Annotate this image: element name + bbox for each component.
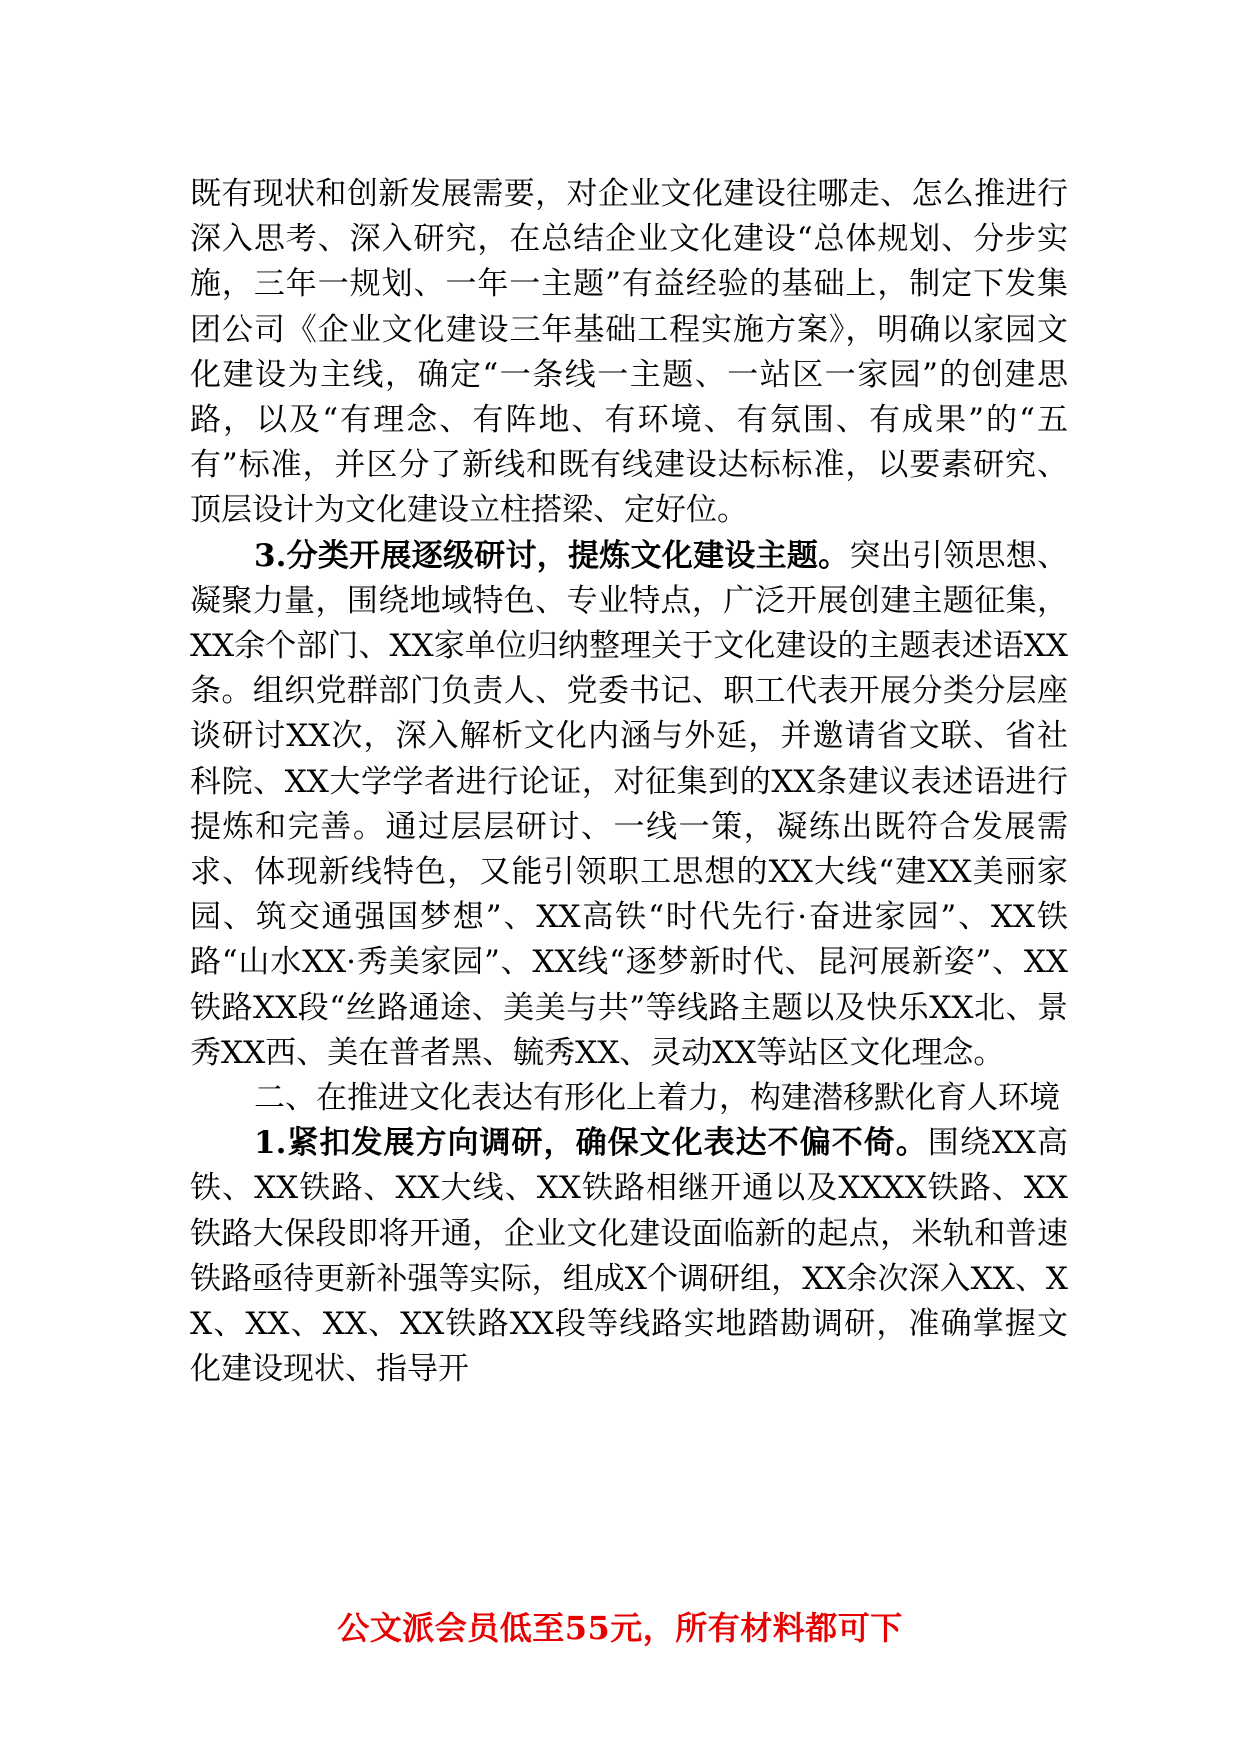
- paragraph-2-heading: 3.分类开展逐级研讨，提炼文化建设主题。: [254, 537, 850, 574]
- paragraph-3: [190, 1121, 1068, 1392]
- document-body: [190, 172, 1068, 1392]
- paragraph-3-text: 围绕XX高铁、XX铁路、XX大线、XX铁路相继开通以及XXXX铁路、XX铁路大保段即将开通，企业文化建设面临新的起点，米轨和普速铁路亟待更新补强等实际，组成X个调研组，XX余次深入XX、XX、XX、XX、XX铁路XX段等线路实地踏勘调研，准确掌握文化建设现状、指导开: [190, 1125, 1068, 1388]
- footer-watermark: 公文派会员低至55元，所有材料都可下: [337, 1609, 903, 1647]
- section-heading-2-text: 二、在推进文化表达有形化上着力，构建潜移默化育人环境: [254, 1080, 1060, 1117]
- paragraph-1-text: 既有现状和创新发展需要，对企业文化建设往哪走、怎么推进行深入思考、深入研究，在总结企业文化建设“总体规划、分步实施，三年一规划、一年一主题”有益经验的基础上，制定下发集团公司《企业文化建设三年基础工程实施方案》，明确以家园文化建设为主线，确定“一条线一主题、一站区一家园”的创建思路，以及“有理念、有阵地、有环境、有氛围、有成果”的“五有”标准，并区分了新线和既有线建设达标标准，以要素研究、顶层设计为文化建设立柱搭梁、定好位。: [190, 176, 1068, 529]
- paragraph-1: [190, 172, 1068, 534]
- paragraph-2-text: 突出引领思想、凝聚力量，围绕地域特色、专业特点，广泛开展创建主题征集，XX余个部门、XX家单位归纳整理关于文化建设的主题表述语XX条。组织党群部门负责人、党委书记、职工代表开展分类分层座谈研讨XX次，深入解析文化内涵与外延，并邀请省文联、省社科院、XX大学学者进行论证，对征集到的XX条建议表述语进行提炼和完善。通过层层研讨、一线一策，凝练出既符合发展需求、体现新线特色，又能引领职工思想的XX大线“建XX美丽家园、筑交通强国梦想”、XX高铁“时代先行·奋进家园”、XX铁路“山水XX·秀美家园”、XX线“逐梦新时代、昆河展新姿”、XX铁路XX段“丝路通途、美美与共”等线路主题以及快乐XX北、景秀XX西、美在普者黑、毓秀XX、灵动XX等站区文化理念。: [190, 537, 1068, 1071]
- section-heading-2: [190, 1076, 1068, 1121]
- paragraph-2: [190, 534, 1068, 1076]
- paragraph-3-heading: 1.紧扣发展方向调研，确保文化表达不偏不倚。: [254, 1125, 928, 1162]
